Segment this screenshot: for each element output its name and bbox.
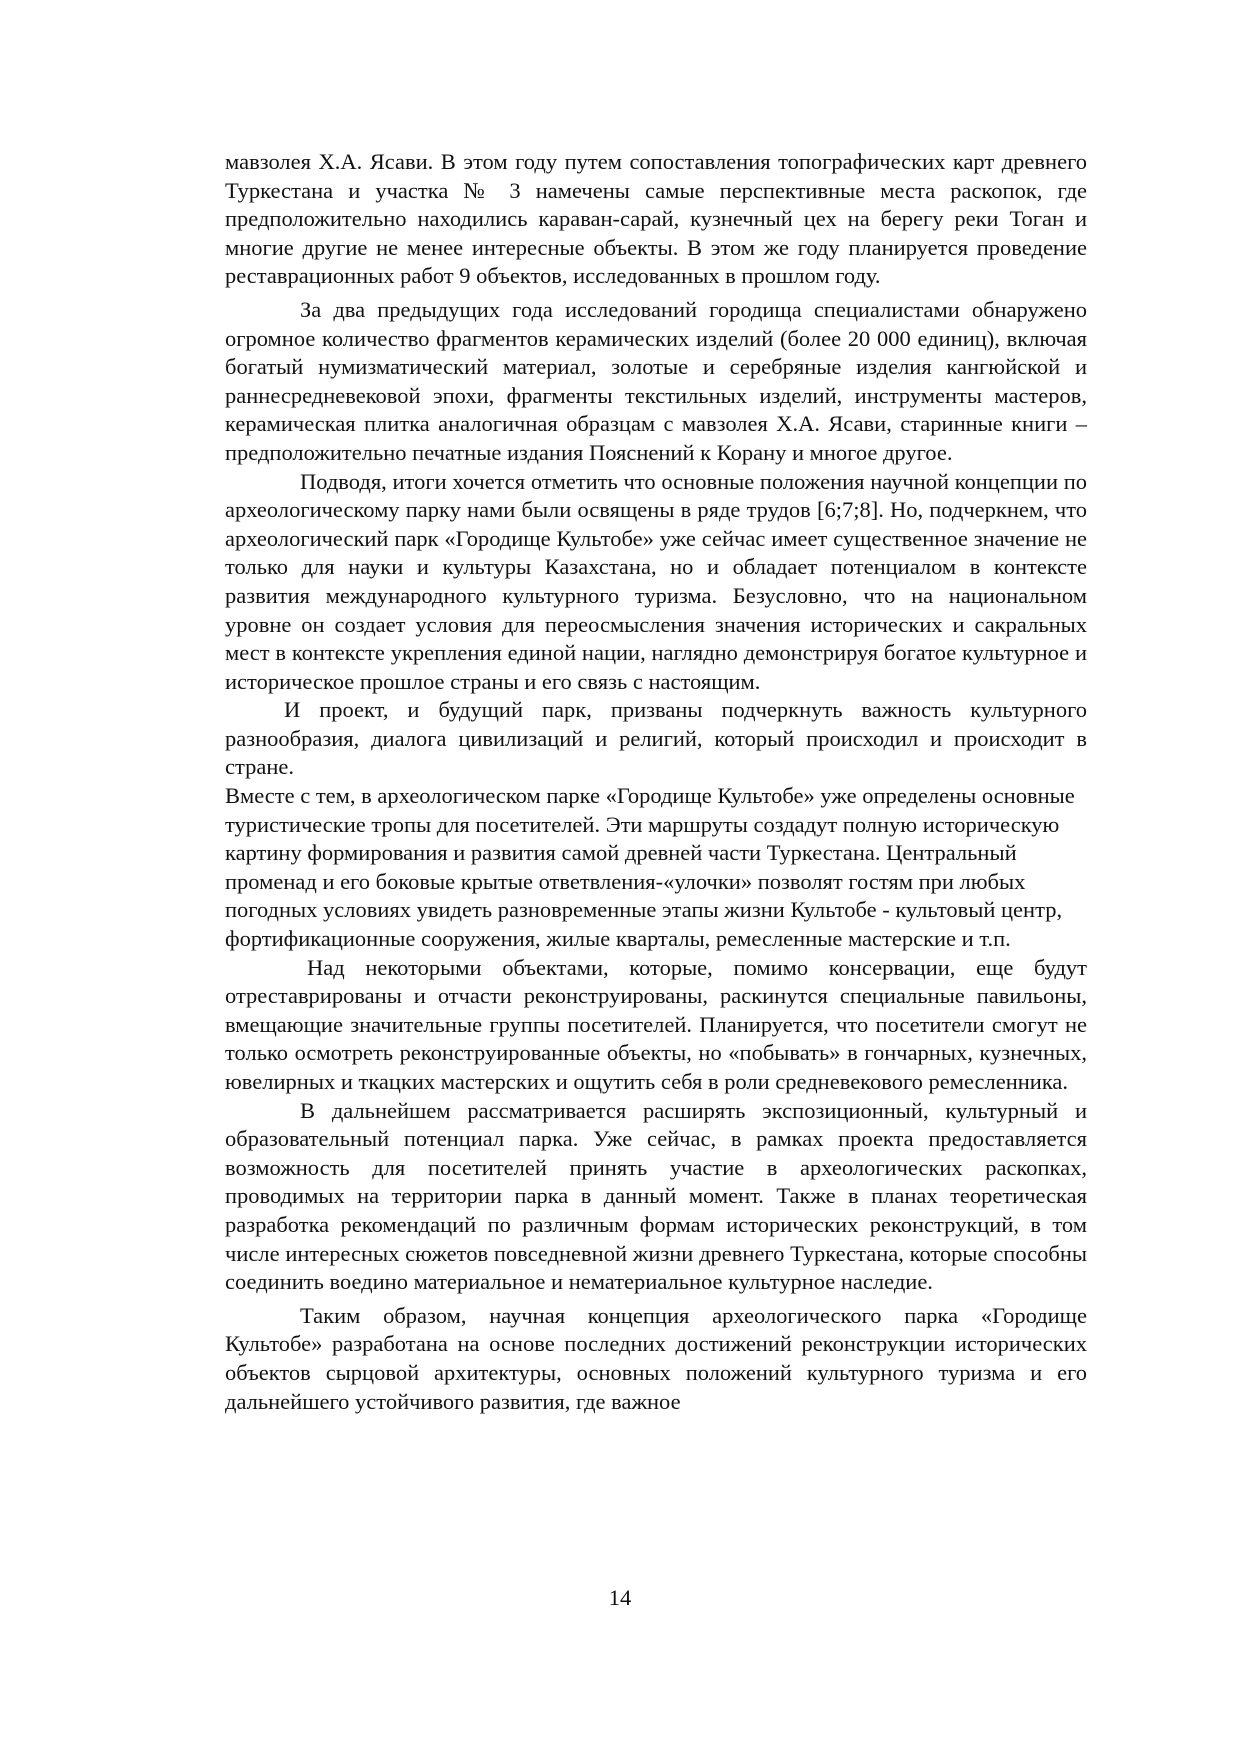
paragraph-7: В дальнейшем рассматривается расширять экспозиционный, культурный и образовательный потенциал парка. Уже сейчас, в рамках проекта предоставляется возможность для посетителей принять участие в археологических раскопках, проводимых на территории парка в данный момент. Также в планах теоретическая разработка рекомендаций по различным формам исторических реконструкций, в том числе интересных сюжетов повседневной жизни древнего Туркестана, которые способны соединить воедино материальное и нематериальное культурное наследие. <box>225 1097 1087 1295</box>
paragraph-6: Над некоторыми объектами, которые, помимо консервации, еще будут отреставрированы и отчасти реконструированы, раскинутся специальные павильоны, вмещающие значительные группы посетителей. Планируется, что посетители смогут не только осмотреть реконструированные объекты, но «побывать» в гончарных, кузнечных, ювелирных и ткацких мастерских и ощутить себя в роли средневекового ремесленника. <box>225 954 1087 1094</box>
paragraph-3: Подводя, итоги хочется отметить что основные положения научной концепции по археологическому парку нами были освящены в ряде трудов [6;7;8]. Но, подчеркнем, что археологический парк «Городище Культобе» уже сейчас имеет существенное значение не только для науки и культуры Казахстана, но и обладает потенциалом в контексте развития международного культурного туризма. Безусловно, что на национальном уровне он создает условия для переосмысления значения исторических и сакральных мест в контексте укрепления единой нации, наглядно демонстрируя богатое культурное и историческое прошлое страны и его связь с настоящим. <box>225 468 1087 694</box>
body-text <box>225 148 1087 1416</box>
paragraph-4: И проект, и будущий парк, призваны подчеркнуть важность культурного разнообразия, диалога цивилизаций и религий, который происходил и происходит в стране. <box>225 697 1087 780</box>
paragraph-5: Вместе с тем, в археологическом парке «Городище Культобе» уже определены основные туристические тропы для посетителей. Эти маршруты создадут полную историческую картину формирования и развития самой древней части Туркестана. Центральный променад и его боковые крытые ответвления-«улочки» позволят гостям при любых погодных условиях увидеть разновременные этапы жизни Культобе - культовый центр, фортификационные сооружения, жилые кварталы, ремесленные мастерские и т.п. <box>225 783 1075 952</box>
paragraph-2: За два предыдущих года исследований городища специалистами обнаружено огромное количество фрагментов керамических изделий (более 20 000 единиц), включая богатый нумизматический материал, золотые и серебряные изделия кангюйской и раннесредневековой эпохи, фрагменты текстильных изделий, инструменты мастеров, керамическая плитка аналогичная образцам с мавзолея Х.А. Ясави, старинные книги – предположительно печатные издания Пояснений к Корану и многое другое. <box>225 296 1087 465</box>
paragraph-8: Таким образом, научная концепция археологического парка «Городище Культобе» разработана на основе последних достижений реконструкции исторических объектов сырцовой архитектуры, основных положений культурного туризма и его дальнейшего устойчивого развития, где важное <box>225 1302 1087 1414</box>
page-number: 14 <box>608 1585 632 1610</box>
paragraph-1: мавзолея Х.А. Ясави. В этом году путем сопоставления топографических карт древнего Туркестана и участка № 3 намечены самые перспективные места раскопок, где предположительно находились караван-сарай, кузнечный цех на берегу реки Тоган и многие другие не менее интересные объекты. В этом же году планируется проведение реставрационных работ 9 объектов, исследованных в прошлом году. <box>225 149 1087 289</box>
